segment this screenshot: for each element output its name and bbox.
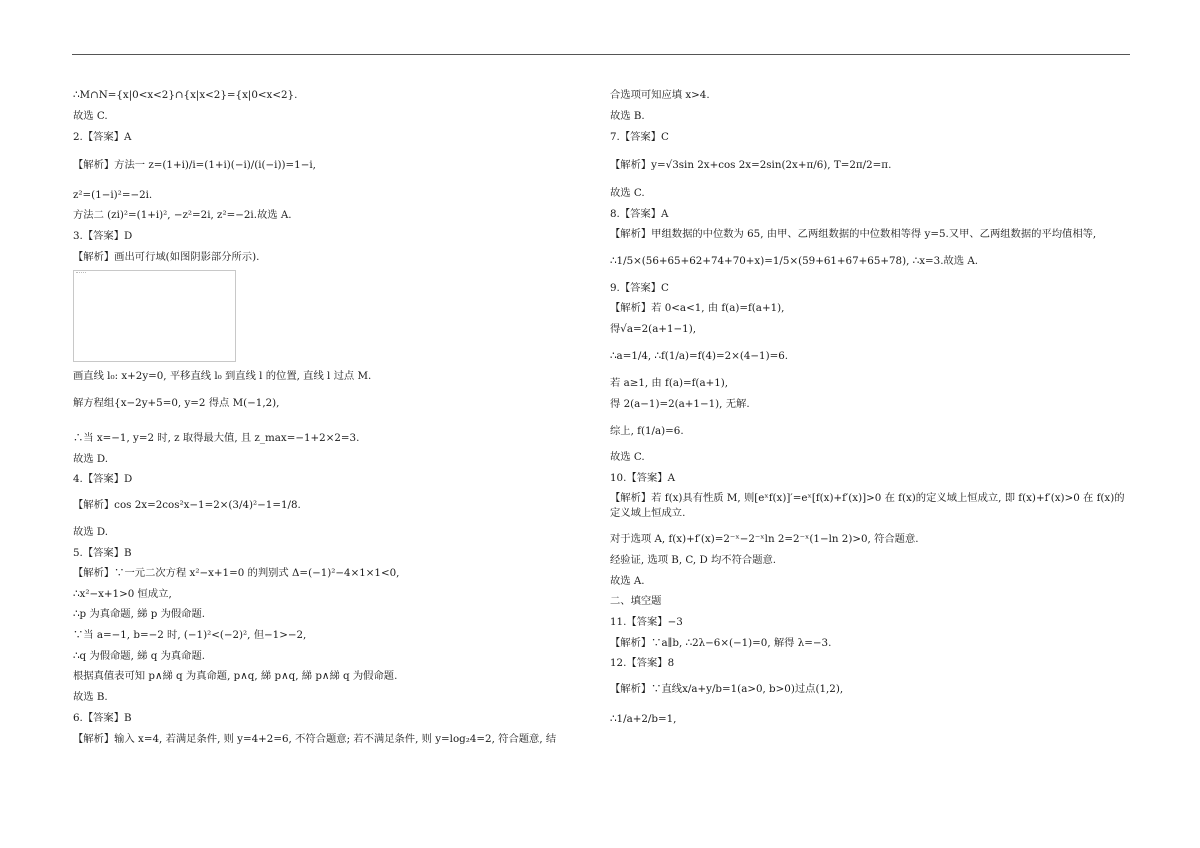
text-line: 【解析】cos 2x=2cos²x−1=2×(3/4)²−1=1/8. (73, 499, 301, 511)
text-line: 合选项可知应填 x>4. (610, 89, 710, 101)
text-line: 【解析】∵a∥b, ∴2λ−6×(−1)=0, 解得 λ=−3. (610, 637, 832, 649)
text-line: 故选 B. (610, 110, 645, 122)
question-heading: 10.【答案】A (610, 472, 675, 484)
text-line: 故选 C. (610, 187, 645, 199)
text-line: 故选 B. (73, 691, 108, 703)
text-line: 故选 D. (73, 526, 109, 538)
question-heading: 3.【答案】D (73, 230, 133, 242)
question-heading: 9.【答案】C (610, 282, 669, 294)
text-line: ∴当 x=−1, y=2 时, z 取得最大值, 且 z_max=−1+2×2=3. (73, 432, 360, 444)
text-line: ∴x²−x+1>0 恒成立, (73, 588, 172, 600)
text-line: ∴M∩N={x|0<x<2}∩{x|x<2}={x|0<x<2}. (73, 89, 298, 101)
feasible-region-figure (73, 270, 236, 362)
section-heading: 二、填空题 (610, 595, 662, 607)
text-line: 方法二 (zi)²=(1+i)², −z²=2i, z²=−2i.故选 A. (73, 209, 292, 221)
text-line: 画直线 l₀: x+2y=0, 平移直线 l₀ 到直线 l 的位置, 直线 l 过点 M. (73, 370, 372, 382)
figure-placeholder-mark (76, 272, 86, 276)
text-line: 【解析】方法一 z=(1+i)/i=(1+i)(−i)/(i(−i))=1−i, (73, 159, 316, 171)
text-line: 若 a≥1, 由 f(a)=f(a+1), (610, 377, 729, 389)
text-line: 【解析】若 0<a<1, 由 f(a)=f(a+1), (610, 302, 785, 314)
text-line: 【解析】y=√3sin 2x+cos 2x=2sin(2x+π/6), T=2π/2=π. (610, 159, 892, 171)
text-line: 【解析】画出可行域(如图阴影部分所示). (73, 251, 260, 263)
text-line: 【解析】∵一元二次方程 x²−x+1=0 的判别式 Δ=(−1)²−4×1×1<0, (73, 567, 400, 579)
text-line: ∴q 为假命题, 綈 q 为真命题. (73, 650, 206, 662)
text-line: ∴1/a+2/b=1, (610, 713, 677, 725)
text-line: 【解析】∵直线x/a+y/b=1(a>0, b>0)过点(1,2), (610, 683, 844, 695)
text-line: 【解析】若 f(x)具有性质 M, 则[eˣf(x)]′=eˣ[f(x)+f′(x)]>0 在 f(x)的定义域上恒成立, 即 f(x)+f′(x)>0 在 f(x)的定义域上恒成立. (610, 492, 1125, 519)
text-line: 得 2(a−1)=2(a+1−1), 无解. (610, 398, 750, 410)
text-line: 经验证, 选项 B, C, D 均不符合题意. (610, 554, 777, 566)
text-line: 故选 C. (73, 110, 108, 122)
text-line: 根据真值表可知 p∧綈 q 为真命题, p∧q, 綈 p∧q, 綈 p∧綈 q 为假命题. (73, 670, 398, 682)
text-line: ∴p 为真命题, 綈 p 为假命题. (73, 608, 206, 620)
question-heading: 6.【答案】B (73, 712, 132, 724)
question-heading: 7.【答案】C (610, 131, 669, 143)
question-heading: 5.【答案】B (73, 547, 132, 559)
text-line: 得√a=2(a+1−1), (610, 323, 696, 335)
equation-system: 解方程组{x−2y+5=0, y=2 得点 M(−1,2), (73, 397, 280, 409)
question-heading: 12.【答案】8 (610, 657, 675, 669)
text-line: z²=(1−i)²=−2i. (73, 189, 153, 201)
question-heading: 2.【答案】A (73, 131, 132, 143)
text-line: 故选 A. (610, 575, 645, 587)
text-line: 故选 D. (73, 453, 109, 465)
question-heading: 8.【答案】A (610, 208, 669, 220)
text-line: 【解析】甲组数据的中位数为 65, 由甲、乙两组数据的中位数相等得 y=5.又甲、乙两组数据的平均值相等, (610, 228, 1097, 240)
text-line: ∵当 a=−1, b=−2 时, (−1)²<(−2)², 但−1>−2, (73, 629, 307, 641)
question-heading: 11.【答案】−3 (610, 616, 683, 628)
text-line: ∴a=1/4, ∴f(1/a)=f(4)=2×(4−1)=6. (610, 350, 789, 362)
text-line: 综上, f(1/a)=6. (610, 425, 684, 437)
page-top-rule (72, 54, 1130, 55)
text-line: 故选 C. (610, 451, 645, 463)
question-heading: 4.【答案】D (73, 473, 133, 485)
text-line: 对于选项 A, f(x)+f′(x)=2⁻ˣ−2⁻ˣln 2=2⁻ˣ(1−ln 2)>0, 符合题意. (610, 533, 919, 545)
text-line: ∴1/5×(56+65+62+74+70+x)=1/5×(59+61+67+65+78), ∴x=3.故选 A. (610, 255, 979, 267)
text-line: 【解析】输入 x=4, 若满足条件, 则 y=4+2=6, 不符合题意; 若不满足条件, 则 y=log₂4=2, 符合题意, 结 (73, 733, 557, 745)
